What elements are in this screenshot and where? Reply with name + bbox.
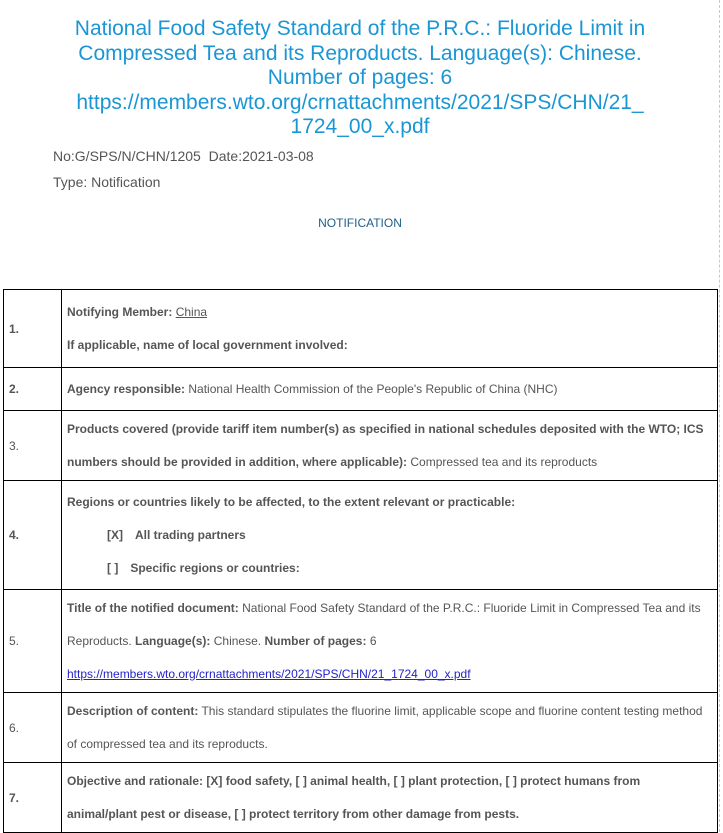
local-government-label: If applicable, name of local government involved: [67,337,348,352]
row-number: 7. [4,763,62,833]
row-content [62,368,718,411]
agency-value: National Health Commission of the People's Republic of China (NHC) [188,381,558,396]
row-content [62,763,718,833]
checkbox-checked: [X] [107,527,123,542]
option-label: Specific regions or countries: [130,560,300,575]
row-number: 6. [4,693,62,763]
products-label: Products covered (provide tariff item number(s) as specified in national schedules deposited with the WTO; ICS numbers should be provided in addition, where applicable): [67,421,704,469]
title-line: National Food Safety Standard of the P.R.C.: Fluoride Limit in [74,17,646,40]
notifying-member-value: China [175,304,208,319]
date-value: 2021-03-08 [242,148,314,164]
table-row [4,368,718,411]
table-row [4,290,718,368]
pages-value: 6 [369,633,377,648]
row-number: 2. [4,368,62,411]
row-number: 3. [4,411,62,481]
row-number: 5. [4,590,62,693]
notification-table [3,289,718,833]
doc-title-label: Title of the notified document: [67,600,239,615]
title-line: Number of pages: 6 [267,66,453,89]
language-label: Language(s): [135,633,211,648]
objective-text: Objective and rationale: [X] food safety, [ ] animal health, [ ] plant protection, [ ] protect humans from animal/plant pest or disease, [ ] protect territory from other damage from pests. [67,773,641,821]
pages-label: Number of pages: [264,633,367,648]
notifying-member [67,296,712,329]
row-number: 4. [4,481,62,590]
regions-label: Regions or countries likely to be affected, to the extent relevant or practicable: [67,494,516,509]
region-option-all [67,519,712,552]
row-number: 1. [4,290,62,368]
title-line: https://members.wto.org/crnattachments/2021/SPS/CHN/21_ [76,90,644,114]
row-content [62,411,718,481]
products-value: Compressed tea and its reproducts [410,454,598,469]
table-row [4,481,718,590]
notifying-member-label: Notifying Member: [67,304,173,319]
type-label: Type: [53,174,88,190]
notification-type [53,174,160,190]
checkbox-unchecked: [ ] [107,560,119,575]
page-title [40,17,680,140]
description-value: This standard stipulates the fluorine limit, applicable scope and fluorine content testing method of compressed tea and its reproducts. [67,703,703,751]
option-label: All trading partners [135,527,246,542]
table-row [4,590,718,693]
number-label: No: [53,148,75,164]
region-option-specific [67,552,712,585]
number-value: G/SPS/N/CHN/1205 [74,148,201,164]
agency-label: Agency responsible: [67,381,186,396]
page-edge-divider [719,0,720,832]
language-value: Chinese. [213,633,262,648]
doc-title-value: National Food Safety Standard of the P.R.C.: Fluoride Limit in Compressed Tea and its Reproducts. [67,600,701,648]
title-line: 1724_00_x.pdf [290,115,430,138]
section-heading: NOTIFICATION [318,216,402,230]
row-content [62,590,718,693]
table-row [4,411,718,481]
table-row [4,693,718,763]
document-link[interactable]: https://members.wto.org/crnattachments/2021/SPS/CHN/21_1724_00_x.pdf [67,666,471,681]
row-content [62,290,718,368]
description-label: Description of content: [67,703,199,718]
table-row [4,763,718,833]
type-value: Notification [91,174,161,190]
date-label: Date: [208,148,243,164]
row-content [62,693,718,763]
title-line: Compressed Tea and its Reproducts. Language(s): Chinese. [78,41,642,65]
notification-number [53,148,314,164]
row-content [62,481,718,590]
